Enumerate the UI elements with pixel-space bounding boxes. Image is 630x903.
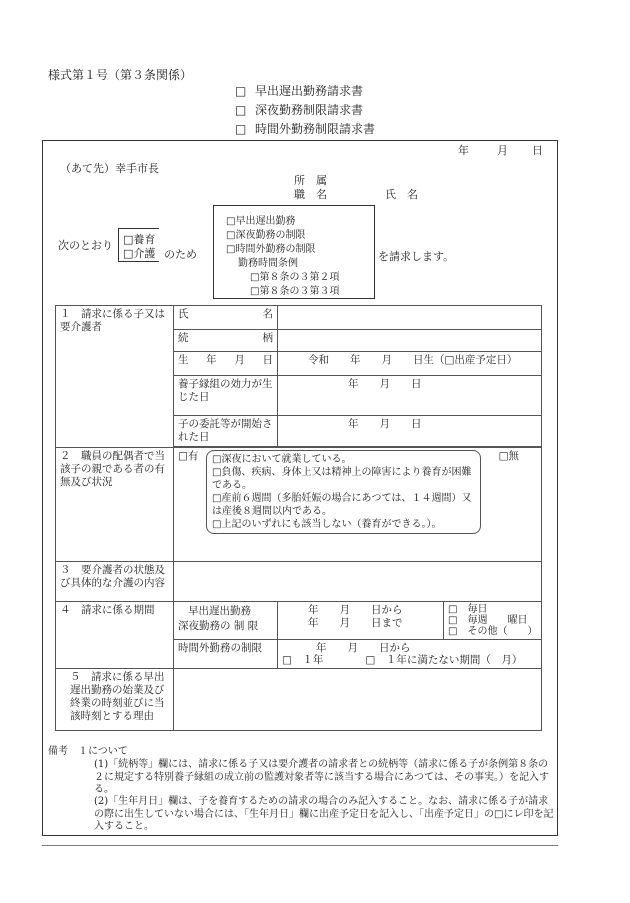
request-type-label: 深夜勤務制限請求書 [255,103,364,117]
purpose-suffix: のため [164,248,197,261]
request-type-overtime[interactable] [235,120,375,139]
early-late-label: 早出遅出勤務 [188,605,251,617]
purpose-childcare[interactable]: □養育 [123,233,156,246]
relation-row-label: 続 柄 [174,330,278,352]
request-details-table [55,305,542,731]
period-from[interactable]: 年 月 日から [308,604,403,616]
checkbox[interactable]: □ [235,122,247,136]
purpose-nursing[interactable]: □介護 [123,247,156,260]
adoption-row-value[interactable]: 年 月 日 [278,376,542,416]
section4-label: ４ 請求に係る期間 [56,602,174,669]
affiliation-label[interactable]: 所 属 [294,174,327,187]
spouse-status-options [206,450,481,534]
date-year[interactable]: 年 [458,144,469,157]
item-night-limit[interactable]: □深夜勤務の制限 [226,230,306,241]
spouse-yes-option[interactable]: □有 [178,450,199,462]
request-suffix: を請求します。 [378,250,455,263]
overtime-less-than-year[interactable]: □ １年に満たない期間（ 月） [365,654,523,666]
date-month[interactable]: 月 [497,144,508,157]
overtime-one-year[interactable]: □ １年 [282,654,324,666]
request-type-list [235,82,375,139]
checkbox[interactable]: □ [235,84,247,98]
item-overtime-limit[interactable]: □時間外勤務の制限 [226,244,316,255]
section5-label: ５ 請求に係る早出遅出勤務の始業及び終業の時刻並びに当該時刻とする理由 [56,669,174,731]
overtime-from[interactable]: 年 月 日から [316,642,411,654]
freq-other[interactable]: □ その他（ ） [448,626,538,637]
status-disability[interactable]: □負傷、疾病、身体上又は精神上の障害により養育が困難である。 [212,467,472,491]
section1-label: １ 請求に係る子又は要介護者 [56,306,174,448]
notes-heading: 備考 １について [48,746,128,757]
request-type-early-late[interactable] [235,82,375,101]
request-type-label: 早出遅出勤務請求書 [255,84,364,98]
relation-row-value[interactable] [278,330,542,352]
request-type-label: 時間外勤務制限請求書 [255,122,376,136]
birth-row-label: 生 年 月 日 [174,352,278,376]
period-type-labels [174,602,278,640]
period-to[interactable]: 年 月 日まで [308,617,403,629]
name-row-value[interactable] [278,306,542,330]
night-limit-label: 深夜勤務の 制 限 [178,620,259,632]
addressee: （あて先）幸手市長 [60,162,159,175]
checkbox[interactable]: □ [235,103,247,117]
freq-weekly[interactable]: □ 毎週 曜日 [448,615,528,626]
spouse-no-option[interactable]: □無 [498,450,519,462]
period-range[interactable] [278,602,444,640]
item-early-late[interactable]: □早出遅出勤務 [226,216,296,227]
status-night-work[interactable]: □深夜において就業している。 [212,454,352,465]
period-frequency [444,602,542,640]
entrust-row-label: 子の委託等が開始された日 [174,416,278,447]
note-2: (2)「生年月日」欄は、子を養育するための請求の場合のみ記入すること。なお、請求に係る子が請求の際に出生していない場合には、「生年月日」欄に出産予定日を記入し、「出産予定日」の□にレ印を記入すること。 [94,796,554,832]
request-type-night[interactable] [235,101,375,120]
spouse-status-cell [174,448,542,562]
status-maternity[interactable]: □産前６週間（多胎妊娠の場合にあつては、１４週間）又は産後８週間以内である。 [212,493,472,517]
item-article-2[interactable]: □第８条の３第２項 [250,272,340,283]
note-1: (1)「続柄等」欄には、請求に係る子又は要介護者の請求者との続柄等（請求に係る子が条例第８条の２に規定する特別養子縁組の成立前の監護対象者等に該当する場合にあつては、その事実。）を記入する。 [94,759,549,795]
name-row-label: 氏 名 [174,306,278,330]
section2-label: ２ 職員の配偶者で当該子の親である者の有無及び状況 [56,448,174,562]
section5-value[interactable] [174,669,542,731]
item-article-3[interactable]: □第８条の３第３項 [250,286,340,297]
request-intro: 次のとおり [58,239,113,252]
adoption-row-label: 養子縁組の効力が生じた日 [174,376,278,416]
overtime-period [278,640,542,669]
care-details-value[interactable] [174,562,542,602]
job-title-label[interactable]: 職 名 [294,188,327,201]
entrust-row-value[interactable]: 年 月 日 [278,416,542,447]
overtime-limit-label: 時間外勤務の制限 [174,640,278,669]
birth-row-value[interactable]: 令和 年 月 日生（□出産予定日） [278,352,542,376]
form-number-label: 様式第１号（第３条関係） [48,68,193,82]
bottom-rule [42,845,558,846]
status-none[interactable]: □上記のいずれにも該当しない（養育ができる。）。 [212,519,442,530]
section3-label: ３ 要介護者の状態及び具体的な介護の内容 [56,562,174,602]
freq-daily[interactable]: □ 毎日 [448,604,488,615]
item-ordinance: 勤務時間条例 [238,258,298,269]
name-label[interactable]: 氏 名 [385,188,418,201]
date-day[interactable]: 日 [532,144,543,157]
